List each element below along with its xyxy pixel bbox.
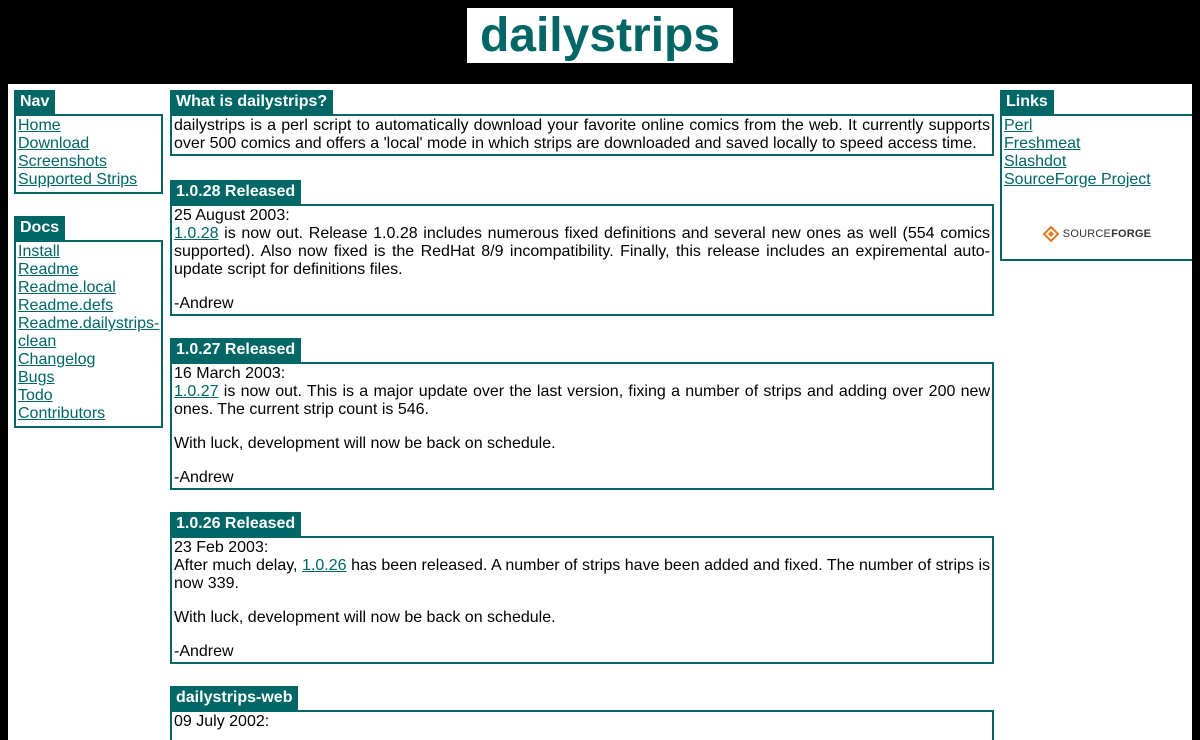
news-extra: With luck, development will now be back on schedule. [174,609,556,626]
news-signature: -Andrew [174,295,234,312]
nav-link-download[interactable]: Download [18,135,90,152]
release-link-1-0-27[interactable]: 1.0.27 [174,383,219,400]
news-item-1 [170,180,994,316]
docs-link-install[interactable]: Install [18,243,60,260]
links-link-slashdot[interactable]: Slashdot [1004,153,1067,170]
web-heading: dailystrips-web [170,686,298,710]
links-list [1000,114,1192,261]
about-heading: What is dailystrips? [170,90,333,114]
docs-list [14,240,163,428]
docs-link-todo[interactable]: Todo [18,387,53,404]
news-heading: 1.0.27 Released [170,338,301,362]
docs-link-contributors[interactable]: Contributors [18,405,106,422]
about-body [170,114,994,156]
docs-link-changelog[interactable]: Changelog [18,351,96,368]
news-date: 25 August 2003: [174,207,290,224]
links-link-perl[interactable]: Perl [1004,117,1033,134]
release-link-1-0-28[interactable]: 1.0.28 [174,225,219,242]
docs-heading: Docs [14,216,65,240]
docs-panel [14,216,163,428]
docs-link-readme-local[interactable]: Readme.local [18,279,116,296]
web-date: 09 July 2002: [174,713,270,730]
nav-list [14,114,163,194]
docs-link-readme-dailystrips-clean[interactable]: Readme.dailystrips- [18,315,160,332]
site-title: dailystrips [479,9,721,62]
site-header [0,0,1200,84]
news-date: 23 Feb 2003: [174,539,269,556]
nav-heading: Nav [14,90,55,114]
docs-link-readme-dailystrips-clean-cont[interactable]: clean [18,333,57,350]
sourceforge-badge-text: SOURCEFORGE [1062,228,1152,240]
web-body [170,710,994,740]
nav-link-screenshots[interactable]: Screenshots [18,153,107,170]
docs-link-bugs[interactable]: Bugs [18,369,55,386]
nav-link-home[interactable]: Home [18,117,61,134]
news-heading: 1.0.26 Released [170,512,301,536]
links-link-freshmeat[interactable]: Freshmeat [1004,135,1081,152]
main-column [170,90,994,740]
web-section [170,686,994,740]
site-logo[interactable] [467,8,733,63]
page-content [8,84,1192,740]
news-signature: -Andrew [174,643,234,660]
news-body [170,204,994,316]
docs-link-readme-defs[interactable]: Readme.defs [18,297,114,314]
news-extra: With luck, development will now be back on schedule. [174,435,556,452]
docs-link-readme[interactable]: Readme [18,261,79,278]
news-body [170,362,994,490]
news-body [170,536,994,664]
nav-link-supported-strips[interactable]: Supported Strips [18,171,138,188]
nav-panel [14,90,163,194]
sourceforge-logo-icon [1043,226,1059,242]
links-panel [1000,90,1192,261]
news-item-2 [170,338,994,490]
news-heading: 1.0.28 Released [170,180,301,204]
links-heading: Links [1000,90,1054,114]
links-link-sourceforge-project[interactable]: SourceForge Project [1004,171,1151,188]
release-link-1-0-26[interactable]: 1.0.26 [302,557,347,574]
about-section [170,90,994,156]
about-text: dailystrips is a perl script to automatically download your favorite online comics from the web. It currently supports over 500 comics and offers a 'local' mode in which strips are downloaded and saved locally to speed access time. [174,117,990,152]
news-text: After much delay, 1.0.26 has been released. A number of strips have been added and fixed. The number of strips is now 339. [174,557,990,592]
news-date: 16 March 2003: [174,365,286,382]
news-signature: -Andrew [174,469,234,486]
news-item-3 [170,512,994,664]
news-text: 1.0.28 is now out. Release 1.0.28 includes numerous fixed definitions and several new ones as well (554 comics supported). Also now fixed is the RedHat 8/9 incompatibility. Finally, this release includes an expiremental auto-update script for definitions files. [174,225,990,278]
news-text: 1.0.27 is now out. This is a major update over the last version, fixing a number of strips and adding over 200 new ones. The current strip count is 546. [174,383,990,418]
sourceforge-badge[interactable] [1004,225,1190,243]
